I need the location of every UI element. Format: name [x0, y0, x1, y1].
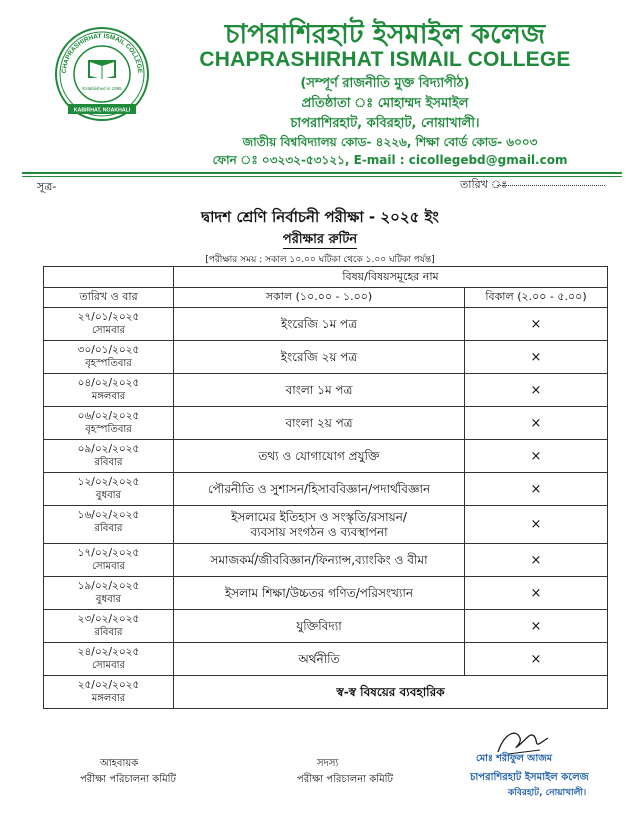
not-applicable-mark: × — [530, 552, 542, 568]
logo-place: KABIRHAT, NOAKHALI — [73, 107, 131, 114]
not-applicable-mark: × — [530, 316, 542, 332]
routine-subject: স্ব-স্ব বিষয়ের ব্যবহারিক — [336, 684, 445, 699]
college-name-bangla: চাপরাশিরহাট ইসমাইল কলেজ — [224, 19, 546, 50]
routine-row — [44, 643, 608, 676]
routine-subject-cell — [174, 610, 465, 643]
routine-date: ০৬/০২/২০২৫ — [77, 410, 140, 422]
routine-subject-cell — [174, 473, 465, 506]
routine-date-cell — [44, 341, 174, 374]
routine-row — [44, 374, 608, 407]
routine-subject: ইংরেজি ১ম পত্র — [280, 316, 358, 331]
routine-date-cell — [44, 544, 174, 577]
routine-subject: বাংলা ১ম পত্র — [285, 382, 353, 397]
routine-subject: পৌরনীতি ও সুশাসন/হিসাববিজ্ঞান/পদার্থবিজ্ঞান — [207, 481, 431, 496]
routine-table — [43, 266, 608, 709]
routine-afternoon-cell — [465, 577, 608, 610]
routine-date-cell — [44, 610, 174, 643]
routine-date: ০৪/০২/২০২৫ — [77, 377, 140, 389]
routine-title-text: পরীক্ষার রুটিন — [282, 232, 358, 247]
college-codes: জাতীয় বিশ্ববিদ্যালয় কোড- ৪২২৬, শিক্ষা বোর্ড কোড- ৬০০৩ — [242, 135, 538, 149]
exam-time: [পরীক্ষার সময় : সকাল ১০.০০ ঘটিকা থেকে ১.০০ ঘটিকা পর্যন্ত] — [205, 255, 435, 265]
routine-date-cell — [44, 308, 174, 341]
header-divider — [22, 172, 622, 174]
routine-afternoon-cell — [465, 440, 608, 473]
college-address: চাপরাশিরহাট, কবিরহাট, নোয়াখালী। — [290, 116, 480, 131]
routine-afternoon-cell — [465, 473, 608, 506]
routine-subject: তথ্য ও যোগাযোগ প্রযুক্তি — [258, 448, 380, 463]
routine-subject-cell — [174, 544, 465, 577]
routine-date-cell — [44, 676, 174, 709]
header-divider-thin — [22, 176, 622, 177]
routine-afternoon-cell — [465, 544, 608, 577]
exam-title: দ্বাদশ শ্রেণি নির্বাচনী পরীক্ষা - ২০২৫ ইং — [201, 208, 439, 226]
college-seal-icon — [54, 26, 150, 122]
routine-subject: যুক্তিবিদ্যা — [296, 618, 342, 633]
logo-established: Established in 1995 — [82, 86, 122, 91]
routine-day: রবিবার — [94, 457, 123, 468]
routine-subject: বাংলা ২য় পত্র — [285, 415, 353, 430]
routine-subject: ইসলাম শিক্ষা/উচ্চতর গণিত/পরিসংখ্যান — [224, 585, 414, 600]
routine-day: বুধবার — [95, 490, 122, 501]
routine-date: ১৬/০২/২০২৫ — [77, 509, 140, 521]
routine-row — [44, 440, 608, 473]
routine-title — [0, 230, 640, 251]
not-applicable-mark: × — [530, 415, 542, 431]
routine-subject-cell — [174, 308, 465, 341]
routine-subject: ব্যবসায় সংগঠন ও ব্যবস্থাপনা — [250, 524, 388, 539]
routine-date: ২৭/০১/২০২৫ — [77, 311, 140, 323]
routine-row — [44, 473, 608, 506]
routine-row — [44, 407, 608, 440]
not-applicable-mark: × — [530, 618, 542, 634]
routine-subject-cell — [174, 643, 465, 676]
member-committee: পরীক্ষা পরিচালনা কমিটি — [297, 774, 393, 785]
convener-committee: পরীক্ষা পরিচালনা কমিটি — [80, 774, 176, 785]
not-applicable-mark: × — [530, 585, 542, 601]
routine-subject: ইসলামের ইতিহাস ও সংস্কৃতি/রসায়ন/ — [231, 509, 407, 524]
routine-subject: ইংরেজি ২য় পত্র — [280, 349, 358, 364]
routine-date: ০৯/০২/২০২৫ — [77, 443, 140, 455]
routine-row — [44, 506, 608, 544]
routine-day: বৃহস্পতিবার — [85, 358, 132, 369]
routine-subject-cell — [174, 577, 465, 610]
routine-date: ১৭/০২/২০২৫ — [77, 547, 140, 559]
principal-college: চাপরাশিরহাট ইসমাইল কলেজ — [470, 772, 589, 783]
date-header: তারিখ ও বার — [44, 288, 174, 308]
principal-address: কবিরহাট, নোয়াখালী। — [508, 788, 587, 798]
routine-afternoon-cell — [465, 374, 608, 407]
routine-subject-cell — [174, 374, 465, 407]
routine-date-cell — [44, 374, 174, 407]
routine-row — [44, 341, 608, 374]
routine-row — [44, 676, 608, 709]
principal-name: মোঃ শরীফুল আজম — [476, 753, 553, 764]
college-founder: প্রতিষ্ঠাতা ঃ মোহাম্মদ ইসমাইল — [301, 96, 469, 111]
college-tagline: (সম্পূর্ণ রাজনীতি মুক্ত বিদ্যাপীঠ) — [300, 76, 470, 91]
routine-afternoon-cell — [465, 407, 608, 440]
routine-subject: অর্থনীতি — [298, 651, 340, 666]
routine-day: সোমবার — [91, 660, 126, 671]
routine-row — [44, 544, 608, 577]
morning-header: সকাল (১০.০০ - ১.০০) — [174, 288, 465, 308]
afternoon-header: বিকাল (২.০০ - ৫.০০) — [465, 288, 608, 308]
logo-ring-text: CHAPRASHIRHAT ISMAIL COLLEGE — [60, 32, 144, 74]
routine-subject-cell — [174, 506, 465, 544]
routine-date-cell — [44, 473, 174, 506]
routine-date-cell — [44, 643, 174, 676]
routine-day: রবিবার — [94, 627, 123, 638]
routine-day: বৃহস্পতিবার — [85, 424, 132, 435]
convener-role: আহবায়ক — [100, 758, 139, 769]
routine-date-cell — [44, 407, 174, 440]
routine-afternoon-cell — [465, 643, 608, 676]
routine-subject-cell — [174, 676, 608, 709]
not-applicable-mark: × — [530, 382, 542, 398]
not-applicable-mark: × — [530, 651, 542, 667]
routine-day: বুধবার — [95, 594, 122, 605]
not-applicable-mark: × — [530, 349, 542, 365]
routine-date: ৩০/০১/২০২৫ — [77, 344, 140, 356]
routine-subject-cell — [174, 407, 465, 440]
routine-date: ২৫/০২/২০২৫ — [77, 679, 140, 691]
college-name-english: CHAPRASHIRHAT ISMAIL COLLEGE — [199, 48, 571, 71]
routine-afternoon-cell — [465, 341, 608, 374]
college-contact: ফোন ঃ ০৩২৩২-৫৩১২১, E-mail : cicollegebd@gmail.com — [212, 153, 568, 167]
subject-header: বিষয়/বিষয়সমূহের নাম — [174, 267, 608, 288]
routine-row — [44, 610, 608, 643]
routine-day: সোমবার — [91, 561, 126, 572]
routine-row — [44, 577, 608, 610]
routine-afternoon-cell — [465, 610, 608, 643]
routine-day: সোমবার — [91, 325, 126, 336]
routine-date: ২৪/০২/২০২৫ — [77, 646, 140, 658]
routine-date-cell — [44, 506, 174, 544]
routine-afternoon-cell — [465, 308, 608, 341]
routine-day: রবিবার — [94, 523, 123, 534]
routine-date-cell — [44, 440, 174, 473]
routine-subject: সমাজকর্ম/জীববিজ্ঞান/ফিন্যান্স,ব্যাংকিং ও বীমা — [210, 552, 428, 567]
routine-subject-cell — [174, 440, 465, 473]
routine-row — [44, 308, 608, 341]
routine-afternoon-cell — [465, 506, 608, 544]
routine-subject-cell — [174, 341, 465, 374]
routine-date: ১৯/০২/২০২৫ — [77, 580, 140, 592]
reference-label: সূত্র- — [37, 180, 57, 193]
routine-date: ১২/০২/২০২৫ — [77, 476, 140, 488]
routine-date-cell — [44, 577, 174, 610]
date-blank-line — [497, 185, 605, 186]
routine-day: মঙ্গলবার — [91, 391, 126, 402]
member-role: সদস্য — [317, 758, 339, 769]
routine-date: ২৩/০২/২০২৫ — [77, 613, 140, 625]
not-applicable-mark: × — [530, 517, 542, 532]
routine-day: মঙ্গলবার — [91, 693, 126, 704]
date-label: তারিখ ঃ — [460, 178, 508, 191]
not-applicable-mark: × — [530, 448, 542, 464]
not-applicable-mark: × — [530, 481, 542, 497]
empty-header-cell — [44, 267, 174, 288]
